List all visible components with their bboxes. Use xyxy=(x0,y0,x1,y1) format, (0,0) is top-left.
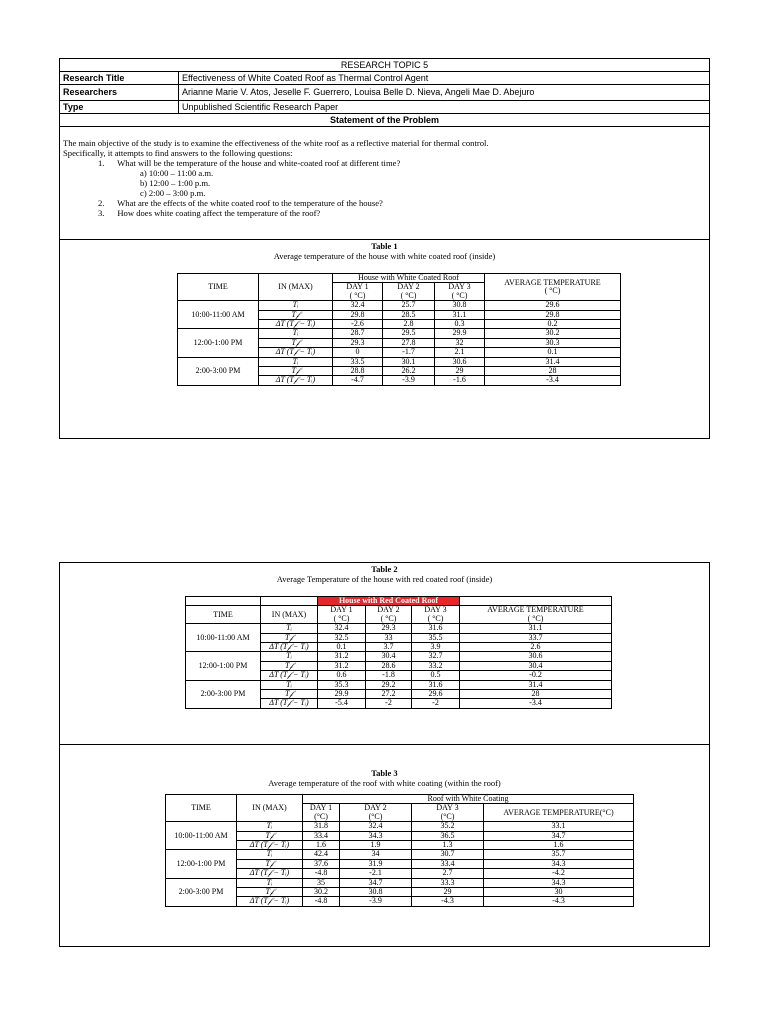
table-cell: -3.9 xyxy=(340,897,412,906)
row-label: Tᵢ xyxy=(237,822,303,831)
table-cell: 25.7 xyxy=(383,301,435,310)
table-3-caption xyxy=(59,768,710,788)
table-cell: 30.8 xyxy=(435,301,485,310)
table-cell: 2.7 xyxy=(412,869,484,878)
table-cell: 31.1 xyxy=(460,624,612,633)
table-cell: 33.2 xyxy=(412,661,460,670)
row-label: T𝒻 xyxy=(259,367,333,376)
table-cell: 0.5 xyxy=(412,671,460,680)
table-cell: -5.4 xyxy=(318,699,366,708)
table-cell: 33.7 xyxy=(460,633,612,642)
table-3-banner: Roof with White Coating xyxy=(303,795,634,804)
table-cell: -2.1 xyxy=(340,869,412,878)
table-row xyxy=(178,329,621,338)
type-value: Unpublished Scientific Research Paper xyxy=(179,101,710,114)
question-3: 3. How does white coating affect the temperature of the roof? xyxy=(98,208,321,218)
table-cell: -0.2 xyxy=(460,671,612,680)
table-cell: 33 xyxy=(366,633,412,642)
table-cell: 33.4 xyxy=(412,859,484,868)
table-cell: -2 xyxy=(412,699,460,708)
table-cell: 1.9 xyxy=(340,841,412,850)
row-label: ΔT (T𝒻 − Tᵢ) xyxy=(261,671,318,680)
table-cell: 31.4 xyxy=(485,357,621,366)
table-cell: 28.7 xyxy=(333,329,383,338)
col-day2: DAY 2 (°C) xyxy=(340,804,412,822)
row-label: T𝒻 xyxy=(261,661,318,670)
table-cell: 29.2 xyxy=(366,680,412,689)
table-cell: 27.8 xyxy=(383,338,435,347)
table-cell: 36.5 xyxy=(412,831,484,840)
table-cell: 2.8 xyxy=(383,320,435,329)
table-row xyxy=(166,878,634,887)
table-1-caption xyxy=(59,241,710,261)
col-in-max: IN (MAX) xyxy=(237,795,303,822)
row-label: Tᵢ xyxy=(259,357,333,366)
table-1-banner: House with White Coated Roof xyxy=(333,274,485,283)
table-cell: 2.6 xyxy=(460,643,612,652)
table-cell: 35.5 xyxy=(412,633,460,642)
table-cell: 28.8 xyxy=(333,367,383,376)
row-label: Tᵢ xyxy=(237,878,303,887)
table-cell: 0.2 xyxy=(485,320,621,329)
table-cell: -1.8 xyxy=(366,671,412,680)
table-row xyxy=(186,652,612,661)
table-cell: 30.4 xyxy=(460,661,612,670)
row-label: Tᵢ xyxy=(261,652,318,661)
table-cell: -2.6 xyxy=(333,320,383,329)
table-2-banner: House with Red Coated Roof xyxy=(318,597,460,606)
table-cell: 28 xyxy=(485,367,621,376)
table-cell: 31.1 xyxy=(435,310,485,319)
table-row xyxy=(166,822,634,831)
table-cell: 29.8 xyxy=(485,310,621,319)
table-cell: 31.2 xyxy=(318,652,366,661)
researchers-label: Researchers xyxy=(60,85,179,101)
table-cell: 28 xyxy=(460,690,612,699)
table-cell: 30.1 xyxy=(383,357,435,366)
time-slot: 12:00-1:00 PM xyxy=(178,329,259,357)
table-cell: 31.6 xyxy=(412,624,460,633)
table-cell: 32 xyxy=(435,338,485,347)
table-cell: 30.7 xyxy=(412,850,484,859)
time-slot: 10:00-11:00 AM xyxy=(178,301,259,329)
section-heading: Statement of the Problem xyxy=(60,114,710,127)
table-cell: 0.3 xyxy=(435,320,485,329)
col-average: AVERAGE TEMPERATURE ( °C) xyxy=(485,274,621,301)
table-cell: 0 xyxy=(333,348,383,357)
col-average: AVERAGE TEMPERATURE ( °C) xyxy=(460,606,612,624)
question-1: 1. What will be the temperature of the house and white-coated roof at different time? xyxy=(98,158,401,168)
table-row xyxy=(178,301,621,310)
table-cell: 33.3 xyxy=(412,878,484,887)
table-cell: 29.6 xyxy=(412,690,460,699)
time-slot: 10:00-11:00 AM xyxy=(186,624,261,652)
table-cell: 30.6 xyxy=(460,652,612,661)
table-cell: 1.3 xyxy=(412,841,484,850)
row-label: T𝒻 xyxy=(237,831,303,840)
table-cell: 32.4 xyxy=(340,822,412,831)
col-day1: DAY 1 ( °C) xyxy=(318,606,366,624)
table-cell: 31.2 xyxy=(318,661,366,670)
table-cell: 3.7 xyxy=(366,643,412,652)
table-cell: 32.5 xyxy=(318,633,366,642)
col-time: TIME xyxy=(166,795,237,822)
row-label: Tᵢ xyxy=(261,680,318,689)
table-cell: 1.6 xyxy=(303,841,340,850)
table-row xyxy=(186,624,612,633)
table-cell: 29.6 xyxy=(485,301,621,310)
problem-statement xyxy=(63,138,489,218)
table-cell: 0.6 xyxy=(318,671,366,680)
table-cell: 0.1 xyxy=(318,643,366,652)
table-3-subtitle: Average temperature of the roof with white coating (within the roof) xyxy=(268,778,501,788)
table-cell: -4.3 xyxy=(412,897,484,906)
table-2-subtitle: Average Temperature of the house with red coated roof (inside) xyxy=(276,574,493,584)
row-label: Tᵢ xyxy=(261,624,318,633)
table-cell: 31.6 xyxy=(412,680,460,689)
table-1-title: Table 1 xyxy=(371,241,398,251)
table-1-subtitle: Average temperature of the house with white coated roof (inside) xyxy=(273,251,496,261)
divider xyxy=(59,239,710,240)
table-cell: 30.3 xyxy=(485,338,621,347)
row-label: ΔT (T𝒻 − Tᵢ) xyxy=(237,897,303,906)
table-cell: 30.4 xyxy=(366,652,412,661)
table-cell: 30 xyxy=(484,888,634,897)
table-2-title: Table 2 xyxy=(371,564,398,574)
table-cell: 33.1 xyxy=(484,822,634,831)
table-cell: 29.3 xyxy=(333,338,383,347)
row-label: T𝒻 xyxy=(259,338,333,347)
table-cell: 30.2 xyxy=(485,329,621,338)
table-cell: 35.2 xyxy=(412,822,484,831)
table-cell: 28.6 xyxy=(366,661,412,670)
table-cell: 26.2 xyxy=(383,367,435,376)
row-label: T𝒻 xyxy=(237,859,303,868)
table-cell: 2.1 xyxy=(435,348,485,357)
row-label: Tᵢ xyxy=(259,301,333,310)
col-average: AVERAGE TEMPERATURE(°C) xyxy=(484,804,634,822)
table-cell: -3.9 xyxy=(383,376,435,385)
row-label: ΔT (T𝒻 − Tᵢ) xyxy=(259,320,333,329)
table-cell: 30.6 xyxy=(435,357,485,366)
table-cell: 42.4 xyxy=(303,850,340,859)
question-1a: a) 10:00 – 11:00 a.m. xyxy=(140,168,214,178)
col-day1: DAY 1 ( °C) xyxy=(333,283,383,301)
table-cell: 29 xyxy=(412,888,484,897)
time-slot: 10:00-11:00 AM xyxy=(166,822,237,850)
table-cell: 32.4 xyxy=(333,301,383,310)
table-cell: 27.2 xyxy=(366,690,412,699)
time-slot: 12:00-1:00 PM xyxy=(186,652,261,680)
row-label: Tᵢ xyxy=(237,850,303,859)
col-day3: DAY 3 ( °C) xyxy=(412,606,460,624)
intro-line-2: Specifically, it attempts to find answers to the following questions: xyxy=(63,148,293,158)
col-time: TIME xyxy=(186,606,261,624)
question-1c: c) 2:00 – 3:00 p.m. xyxy=(140,188,206,198)
research-title-label: Research Title xyxy=(60,72,179,85)
table-1 xyxy=(177,273,621,386)
table-cell: 30.8 xyxy=(340,888,412,897)
row-label: ΔT (T𝒻 − Tᵢ) xyxy=(237,841,303,850)
table-cell: -4.3 xyxy=(484,897,634,906)
table-cell: 34.3 xyxy=(340,831,412,840)
table-cell: 31.4 xyxy=(460,680,612,689)
col-day2: DAY 2 ( °C) xyxy=(383,283,435,301)
row-label: ΔT (T𝒻 − Tᵢ) xyxy=(237,869,303,878)
row-label: ΔT (T𝒻 − Tᵢ) xyxy=(261,699,318,708)
table-cell: 31.9 xyxy=(340,859,412,868)
col-day2: DAY 2 ( °C) xyxy=(366,606,412,624)
intro-line-1: The main objective of the study is to examine the effectiveness of the white roof as a reflective material for thermal control. xyxy=(63,138,489,148)
col-in-max: IN (MAX) xyxy=(261,606,318,624)
row-label: T𝒻 xyxy=(261,690,318,699)
table-cell: 29.9 xyxy=(318,690,366,699)
table-cell: 35 xyxy=(303,878,340,887)
col-time: TIME xyxy=(178,274,259,301)
table-cell: 1.6 xyxy=(484,841,634,850)
row-label: ΔT (T𝒻 − Tᵢ) xyxy=(261,643,318,652)
table-cell: -3.4 xyxy=(485,376,621,385)
research-topic: RESEARCH TOPIC 5 xyxy=(60,59,710,72)
question-2: 2. What are the effects of the white coated roof to the temperature of the house? xyxy=(98,198,383,208)
table-cell: 29 xyxy=(435,367,485,376)
table-cell: 34.3 xyxy=(484,878,634,887)
table-2-caption xyxy=(59,564,710,584)
research-header-table xyxy=(59,58,710,127)
table-row xyxy=(186,680,612,689)
table-cell: 33.5 xyxy=(333,357,383,366)
table-cell: 35.7 xyxy=(484,850,634,859)
row-label: Tᵢ xyxy=(259,329,333,338)
table-cell: 0.1 xyxy=(485,348,621,357)
table-cell: 30.2 xyxy=(303,888,340,897)
row-label: T𝒻 xyxy=(237,888,303,897)
table-cell: 34.7 xyxy=(484,831,634,840)
table-cell: 34.7 xyxy=(340,878,412,887)
time-slot: 2:00-3:00 PM xyxy=(166,878,237,906)
table-cell: -4.2 xyxy=(484,869,634,878)
table-cell: 28.5 xyxy=(383,310,435,319)
research-title-value: Effectiveness of White Coated Roof as Thermal Control Agent xyxy=(179,72,710,85)
table-cell: 29.5 xyxy=(383,329,435,338)
table-cell: -1.6 xyxy=(435,376,485,385)
divider xyxy=(59,744,710,745)
table-cell: -1.7 xyxy=(383,348,435,357)
table-cell: -3.4 xyxy=(460,699,612,708)
table-row xyxy=(166,850,634,859)
researchers-value: Arianne Marie V. Atos, Jeselle F. Guerrero, Louisa Belle D. Nieva, Angeli Mae D. Abejuro xyxy=(179,85,710,101)
time-slot: 2:00-3:00 PM xyxy=(186,680,261,708)
table-row xyxy=(166,869,634,878)
row-label: T𝒻 xyxy=(261,633,318,642)
table-3 xyxy=(165,794,634,907)
table-row xyxy=(166,897,634,906)
table-cell: -2 xyxy=(366,699,412,708)
row-label: ΔT (T𝒻 − Tᵢ) xyxy=(259,376,333,385)
table-cell: 34 xyxy=(340,850,412,859)
table-cell: 29.8 xyxy=(333,310,383,319)
table-cell: 33.4 xyxy=(303,831,340,840)
table-cell: 34.3 xyxy=(484,859,634,868)
col-day1: DAY 1 (°C) xyxy=(303,804,340,822)
table-2 xyxy=(185,596,612,709)
table-cell: -4.8 xyxy=(303,869,340,878)
question-1b: b) 12:00 – 1:00 p.m. xyxy=(140,178,211,188)
table-cell: 29.3 xyxy=(366,624,412,633)
table-cell: 29.9 xyxy=(435,329,485,338)
table-cell: 37.6 xyxy=(303,859,340,868)
col-day3: DAY 3 (°C) xyxy=(412,804,484,822)
col-day3: DAY 3 ( °C) xyxy=(435,283,485,301)
col-in-max: IN (MAX) xyxy=(259,274,333,301)
table-cell: 3.9 xyxy=(412,643,460,652)
table-cell: -4.7 xyxy=(333,376,383,385)
table-cell: 32.7 xyxy=(412,652,460,661)
table-cell: -4.8 xyxy=(303,897,340,906)
table-cell: 35.3 xyxy=(318,680,366,689)
type-label: Type xyxy=(60,101,179,114)
row-label: T𝒻 xyxy=(259,310,333,319)
row-label: ΔT (T𝒻 − Tᵢ) xyxy=(259,348,333,357)
time-slot: 2:00-3:00 PM xyxy=(178,357,259,385)
table-cell: 32.4 xyxy=(318,624,366,633)
table-cell: 31.8 xyxy=(303,822,340,831)
table-3-title: Table 3 xyxy=(371,768,398,778)
time-slot: 12:00-1:00 PM xyxy=(166,850,237,878)
